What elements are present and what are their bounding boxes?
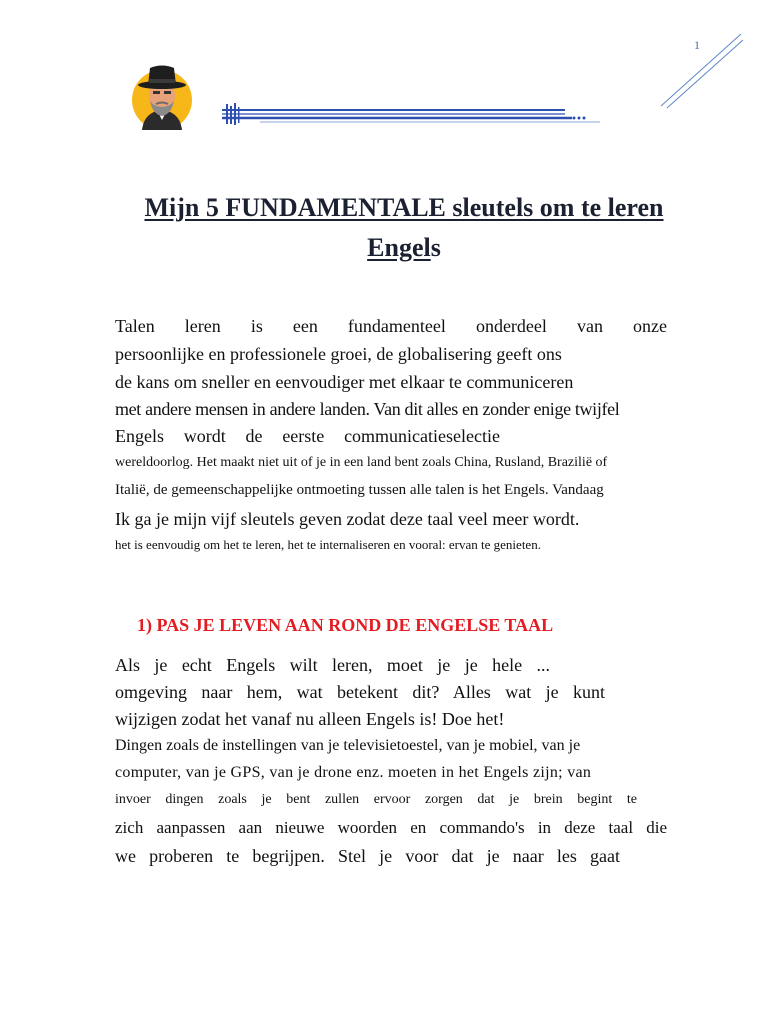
section1-text-1: Als je echt Engels wilt leren, moet je je hele ... (115, 655, 550, 675)
page-number: 1 (694, 38, 700, 52)
section1-line-8 (115, 846, 620, 867)
section1-line-4: Dingen zoals de instellingen van je televisietoestel, van je mobiel, van je (115, 737, 581, 754)
intro-line-6: wereldoorlog. Het maakt niet uit of je in een land bent zoals China, Rusland, Brazilië of (115, 455, 608, 470)
intro-line-2: persoonlijke en professionele groei, de globalisering geeft ons (115, 344, 562, 364)
section1-line-3: wijzigen zodat het vanaf nu alleen Engels is! Doe het! (115, 709, 505, 729)
section1-line-6 (115, 792, 637, 808)
intro-text-1: Talen leren is een fundamenteel onderdeel van onze (115, 316, 667, 336)
intro-line-8: Ik ga je mijn vijf sleutels geven zodat deze taal veel meer wordt. (115, 509, 580, 529)
section1-line-7 (115, 818, 667, 838)
section1-text-6: invoer dingen zoals je bent zullen ervoor zorgen dat je brein begint te (115, 792, 637, 807)
title-line-2: Engel (367, 233, 431, 262)
title-line-2-tail: s (430, 233, 441, 262)
title-line-1: Mijn 5 FUNDAMENTALE sleutels om te leren (144, 193, 664, 222)
section1-text-2: omgeving naar hem, wat betekent dit? Alles wat je kunt (115, 682, 605, 702)
section1-line-1 (115, 655, 550, 676)
header-rule-lines (220, 100, 605, 130)
intro-line-1 (115, 316, 667, 337)
section1-line-2 (115, 682, 605, 703)
intro-line-7: Italië, de gemeenschappelijke ontmoeting tussen alle talen is het Engels. Vandaag (115, 482, 604, 498)
section1-line-5: computer, van je GPS, van je drone enz. moeten in het Engels zijn; van (115, 764, 592, 781)
corner-lines-decoration (655, 30, 745, 110)
intro-line-4: met andere mensen in andere landen. Van dit alles en zonder enige twijfel (115, 399, 620, 419)
intro-line-3: de kans om sneller en eenvoudiger met elkaar te communiceren (115, 372, 574, 392)
section1-text-8: we proberen te begrijpen. Stel je voor dat je naar les gaat (115, 846, 620, 866)
page-title (84, 188, 724, 268)
cartoon-man-hat-icon (128, 60, 196, 130)
intro-line-9: het is eenvoudig om het te leren, het te internaliseren en vooral: ervan te genieten. (115, 537, 541, 552)
intro-text-5: Engels wordt de eerste communicatieselectie (115, 426, 500, 446)
section-heading-1: 1) PAS JE LEVEN AAN ROND DE ENGELSE TAAL (137, 615, 554, 635)
section1-text-7: zich aanpassen aan nieuwe woorden en commando's in deze taal die (115, 818, 667, 837)
intro-line-5 (115, 426, 500, 447)
